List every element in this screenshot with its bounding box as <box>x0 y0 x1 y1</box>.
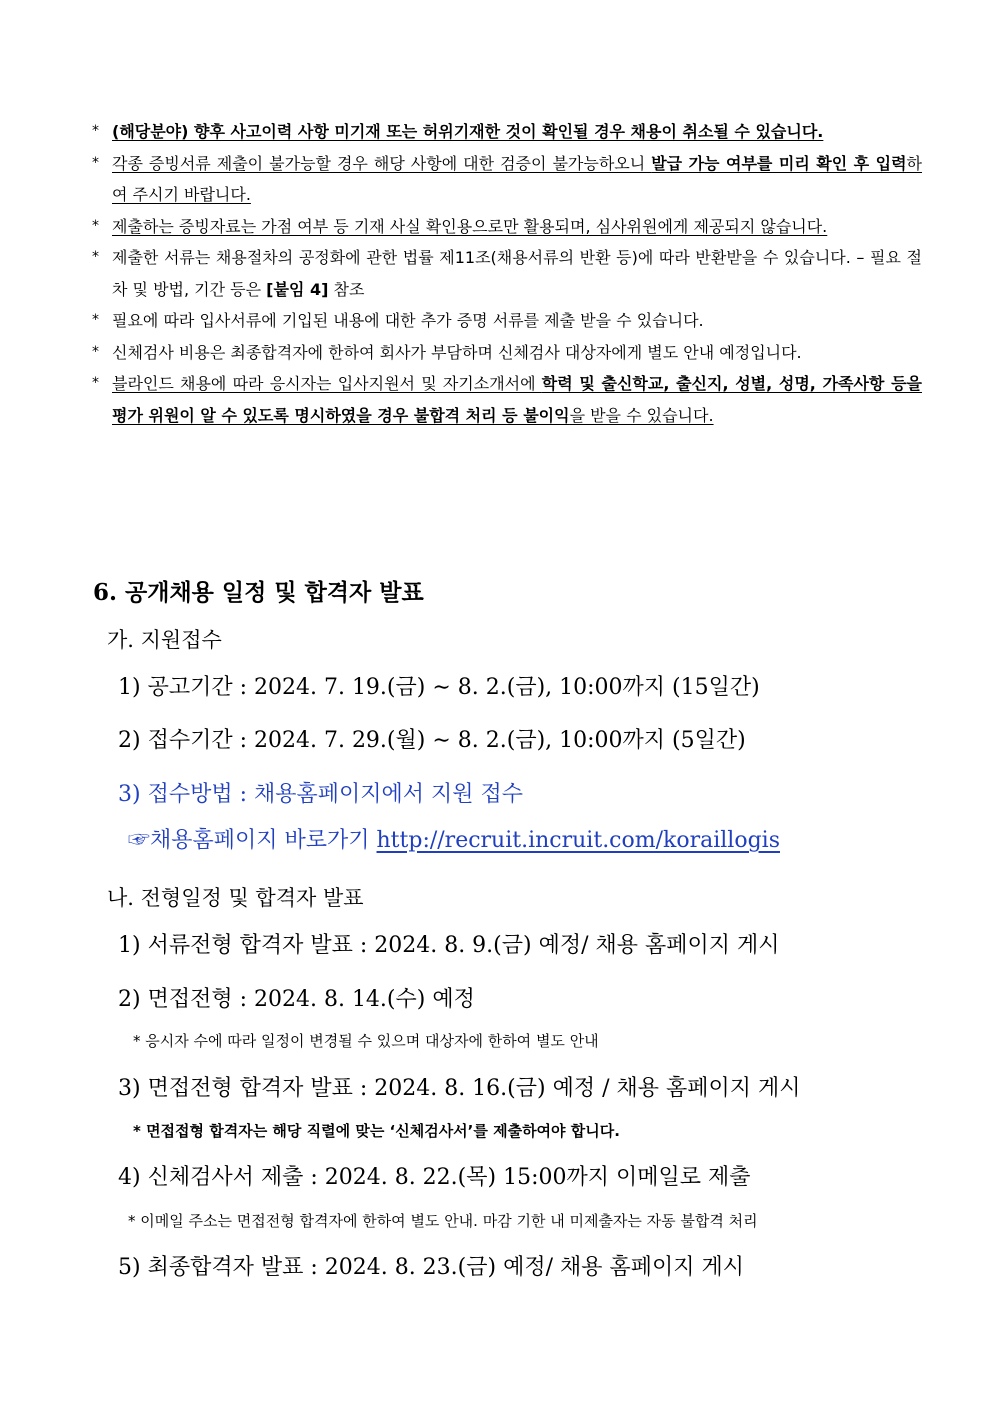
recruit-homepage-link[interactable]: http://recruit.incruit.com/koraillogis <box>376 828 780 853</box>
na-note-interview-schedule: * 응시자 수에 따라 일정이 변경될 수 있으며 대상자에 한하여 별도 안내 <box>133 1032 599 1050</box>
na-item-final-result: 5) 최종합격자 발표 : 2024. 8. 23.(금) 예정/ 채용 홈페이지 게시 <box>118 1255 744 1280</box>
note-bullet-icon: * <box>92 343 99 360</box>
link-pointer-label: ☞채용홈페이지 바로가기 <box>128 828 377 853</box>
note-item <box>92 242 922 305</box>
note-text: [붙임 4] <box>266 279 329 299</box>
note-bullet-icon: * <box>92 123 99 139</box>
note-text: 하여 주시기 바랍니다. <box>112 153 922 204</box>
note-bullet-icon: * <box>92 154 99 171</box>
ga-item-application-method: 3) 접수방법 : 채용홈페이지에서 지원 접수 <box>118 782 523 807</box>
note-text: 각종 증빙서류 제출이 불가능할 경우 해당 사항에 대한 검증이 불가능하오니 <box>112 153 652 173</box>
note-text: 제출한 서류는 채용절차의 공정화에 관한 법률 제11조(채용서류의 반환 등)에 따라 반환받을 수 있습니다. – 필요 절차 및 방법, 기간 등은 <box>112 248 922 299</box>
section-title: 6. 공개채용 일정 및 합격자 발표 <box>93 579 424 606</box>
note-text: 을 받을 수 있습니다. <box>569 405 714 425</box>
notes-list <box>92 116 922 431</box>
note-item <box>92 368 922 431</box>
note-text: 필요에 따라 입사서류에 기입된 내용에 대한 추가 증명 서류를 제출 받을 수 있습니다. <box>112 311 704 330</box>
na-note-health-certificate: * 면접접형 합격자는 해당 직렬에 맞는 ‘신체검사서’를 제출하여야 합니다. <box>133 1122 620 1140</box>
note-bullet-icon: * <box>92 312 99 328</box>
note-text: 발급 가능 여부를 미리 확인 후 입력 <box>651 153 907 173</box>
na-note-email: * 이메일 주소는 면접전형 합격자에 한하여 별도 안내. 마감 기한 내 미제출자는 자동 불합격 처리 <box>128 1212 758 1230</box>
note-bullet-icon: * <box>92 375 99 391</box>
note-item <box>92 305 922 337</box>
note-item <box>92 148 922 211</box>
note-item <box>92 211 922 243</box>
note-bullet-icon: * <box>92 217 99 234</box>
na-item-interview-result: 3) 면접전형 합격자 발표 : 2024. 8. 16.(금) 예정 / 채용 홈페이지 게시 <box>118 1076 801 1101</box>
subsection-ga-heading: 가. 지원접수 <box>107 628 222 652</box>
note-item <box>92 116 922 148</box>
na-item-health-certificate-submit: 4) 신체검사서 제출 : 2024. 8. 22.(목) 15:00까지 이메일로 제출 <box>118 1165 751 1190</box>
na-item-interview: 2) 면접전형 : 2024. 8. 14.(수) 예정 <box>118 987 475 1012</box>
na-item-document-result: 1) 서류전형 합격자 발표 : 2024. 8. 9.(금) 예정/ 채용 홈페이지 게시 <box>118 933 780 958</box>
note-text: 블라인드 채용에 따라 응시자는 입사지원서 및 자기소개서에 <box>112 374 542 393</box>
note-text: 신체검사 비용은 최종합격자에 한하여 회사가 부담하며 신체검사 대상자에게 별도 안내 예정입니다. <box>112 342 802 362</box>
recruit-link-row <box>128 823 780 854</box>
subsection-na-heading: 나. 전형일정 및 합격자 발표 <box>107 886 364 910</box>
note-text: 학력 및 출신학교, 출신지, 성별, 성명, 가족사항 등을 평가 위원이 알 수 있도록 명시하였을 경우 불합격 처리 등 불이익 <box>112 374 922 425</box>
note-text: 참조 <box>328 279 365 299</box>
ga-item-announcement-period: 1) 공고기간 : 2024. 7. 19.(금) ∼ 8. 2.(금), 10:00까지 (15일간) <box>118 675 760 700</box>
note-bullet-icon: * <box>92 249 99 265</box>
note-text: 제출하는 증빙자료는 가점 여부 등 기재 사실 확인용으로만 활용되며, 심사위원에게 제공되지 않습니다. <box>112 216 828 236</box>
ga-item-application-period: 2) 접수기간 : 2024. 7. 29.(월) ∼ 8. 2.(금), 10:00까지 (5일간) <box>118 728 746 753</box>
note-item <box>92 337 922 369</box>
note-text: (해당분야) 향후 사고이력 사항 미기재 또는 허위기재한 것이 확인될 경우 채용이 취소될 수 있습니다. <box>112 122 824 141</box>
